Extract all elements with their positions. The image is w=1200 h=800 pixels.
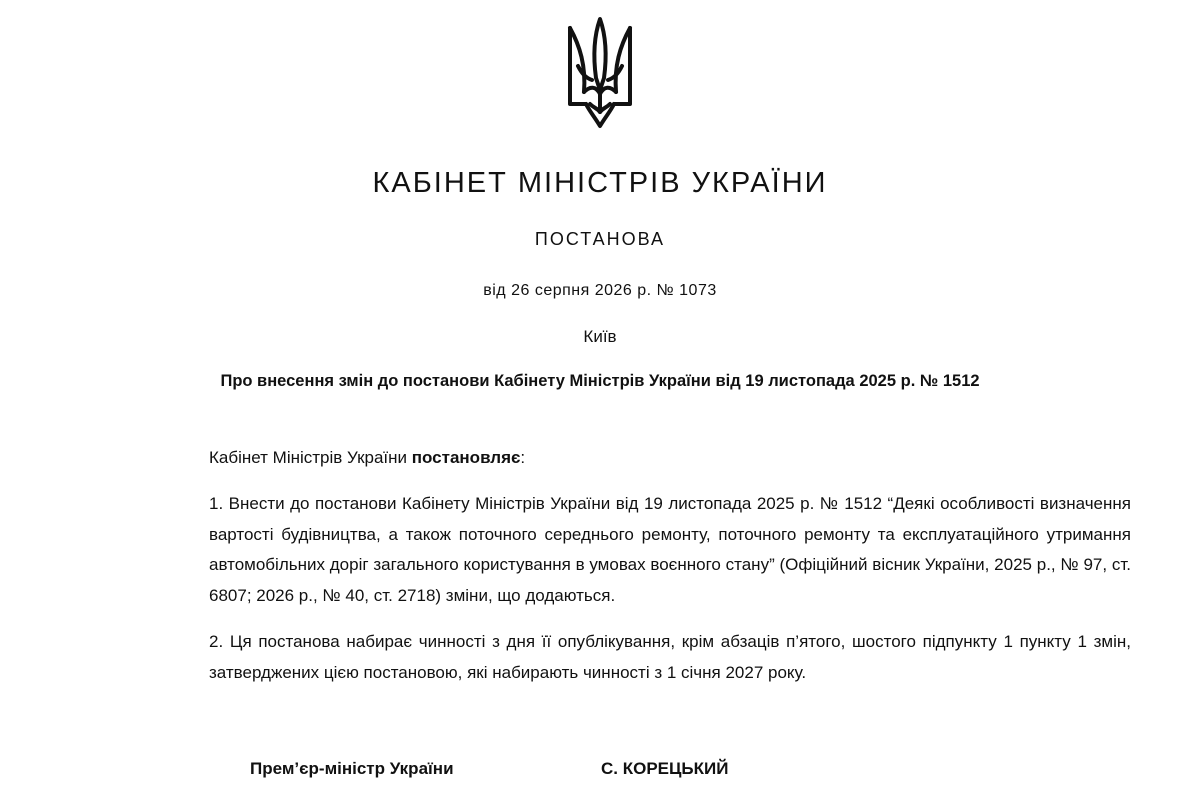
preamble-colon: : (520, 448, 526, 467)
paragraph-2: 2. Ця постанова набирає чинності з дня її опублікування, крім абзаців п’ятого, шостого підпункту 1 пункту 1 змін, затверджених цією постановою, які набирають чинності з 1 січня 2027 року. (209, 632, 1131, 682)
signatory-name: С. КОРЕЦЬКИЙ (601, 759, 729, 778)
issuer-title: КАБІНЕТ МІНІСТРІВ УКРАЇНИ (372, 167, 828, 199)
document-date-number: від 26 серпня 2026 р. № 1073 (483, 282, 717, 299)
document-type: ПОСТАНОВА (534, 229, 666, 249)
signatory-position: Прем’єр-міністр України (250, 759, 454, 778)
preamble-decree-word: постановляє (411, 448, 521, 467)
document-city: Київ (583, 327, 617, 346)
preamble (209, 443, 1131, 474)
paragraph-1: 1. Внести до постанови Кабінету Міністрів України від 19 листопада 2025 р. № 1512 “Деякі особливості визначення вартості будівництва, а також поточного середнього ремонту, поточного ремонту та експлуатаційного утримання автомобільних доріг загального користування в умовах воєнного стану” (Офіційний вісник України, 2025 р., № 97, ст. 6807; 2026 р., № 40, ст. 2718) зміни, що додаються. (209, 494, 1131, 605)
preamble-text: Кабінет Міністрів України (209, 448, 412, 467)
tryzub-icon (566, 16, 634, 130)
document-title: Про внесення змін до постанови Кабінету Міністрів України від 19 листопада 2025 р. № 1512 (220, 372, 980, 390)
